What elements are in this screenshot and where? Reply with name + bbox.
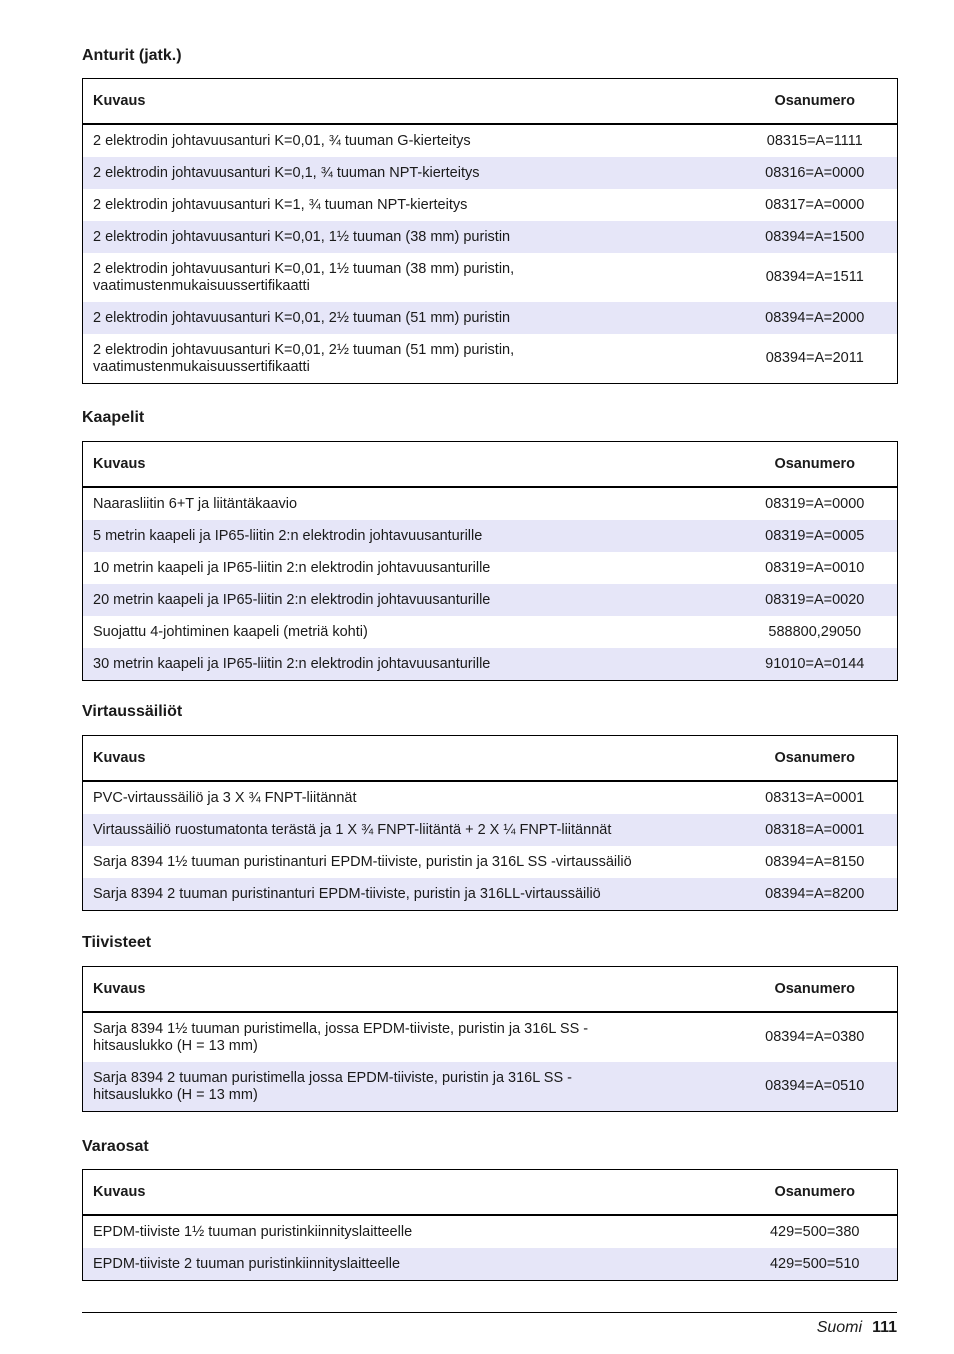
row-part-number: 08394=A=8200 — [733, 878, 898, 911]
row-description-line-1: 2 elektrodin johtavuusanturi K=0,01, 2½ tuuman (51 mm) puristin, — [93, 341, 515, 358]
table-row — [83, 1012, 898, 1062]
row-part-number: 08317=A=0000 — [733, 189, 898, 221]
table-row — [83, 334, 898, 384]
row-part-number: 08394=A=2011 — [733, 334, 898, 384]
table-row — [83, 781, 898, 814]
section-cables — [82, 407, 898, 681]
row-description: Naarasliitin 6+T ja liitäntäkaavio — [83, 487, 733, 520]
table-row — [83, 157, 898, 189]
table-row — [83, 1248, 898, 1281]
section-title: Kaapelit — [82, 409, 145, 426]
row-description: PVC-virtaussäiliö ja 3 X ¾ FNPT-liitännät — [83, 781, 733, 814]
row-description: EPDM-tiiviste 1½ tuuman puristinkiinnityslaitteelle — [83, 1215, 733, 1248]
row-part-number: 08394=A=2000 — [733, 302, 898, 334]
parts-table — [82, 966, 898, 1112]
table-header-row — [83, 736, 898, 782]
row-part-number: 429=500=380 — [733, 1215, 898, 1248]
row-part-number: 588800,29050 — [733, 616, 898, 648]
table-row — [83, 552, 898, 584]
parts-table — [82, 735, 898, 911]
table-row — [83, 1215, 898, 1248]
row-description — [83, 253, 733, 302]
row-description: 2 elektrodin johtavuusanturi K=0,01, 1½ tuuman (38 mm) puristin — [83, 221, 733, 253]
header-description: Kuvaus — [83, 442, 733, 488]
table-row — [83, 616, 898, 648]
row-description-line-2: hitsauslukko (H = 13 mm) — [93, 1037, 258, 1054]
section-sensors — [82, 45, 898, 384]
table-row — [83, 221, 898, 253]
parts-table — [82, 78, 898, 384]
table-row — [83, 878, 898, 911]
table-row — [83, 846, 898, 878]
row-description: 5 metrin kaapeli ja IP65-liitin 2:n elektrodin johtavuusanturille — [83, 520, 733, 552]
parts-table — [82, 441, 898, 681]
row-part-number: 08394=A=1500 — [733, 221, 898, 253]
section-seals — [82, 932, 898, 1112]
header-part-number: Osanumero — [733, 1170, 898, 1216]
page-number: 111 — [872, 1319, 897, 1336]
table-header-row — [83, 79, 898, 125]
row-description — [83, 1062, 733, 1112]
table-row — [83, 1062, 898, 1112]
row-part-number: 08394=A=0380 — [733, 1012, 898, 1062]
row-part-number: 08394=A=1511 — [733, 253, 898, 302]
row-description: 30 metrin kaapeli ja IP65-liitin 2:n elektrodin johtavuusanturille — [83, 648, 733, 681]
section-title: Varaosat — [82, 1138, 149, 1155]
section-spare-parts — [82, 1136, 898, 1281]
row-description: 2 elektrodin johtavuusanturi K=0,01, 2½ tuuman (51 mm) puristin — [83, 302, 733, 334]
row-description: Sarja 8394 2 tuuman puristinanturi EPDM-tiiviste, puristin ja 316LL-virtaussäiliö — [83, 878, 733, 911]
row-description-line-2: vaatimustenmukaisuussertifikaatti — [93, 358, 310, 375]
table-row — [83, 124, 898, 157]
row-part-number: 08316=A=0000 — [733, 157, 898, 189]
table-row — [83, 302, 898, 334]
header-part-number: Osanumero — [733, 442, 898, 488]
row-part-number: 08319=A=0010 — [733, 552, 898, 584]
row-description — [83, 1012, 733, 1062]
table-row — [83, 584, 898, 616]
row-description-line-1: Sarja 8394 2 tuuman puristimella jossa EPDM-tiiviste, puristin ja 316L SS - — [93, 1069, 572, 1086]
row-description: 2 elektrodin johtavuusanturi K=0,1, ¾ tuuman NPT-kierteitys — [83, 157, 733, 189]
table-row — [83, 253, 898, 302]
section-title: Tiivisteet — [82, 934, 152, 951]
row-description: 2 elektrodin johtavuusanturi K=1, ¾ tuuman NPT-kierteitys — [83, 189, 733, 221]
header-part-number: Osanumero — [733, 967, 898, 1013]
header-description: Kuvaus — [83, 79, 733, 125]
table-row — [83, 189, 898, 221]
row-description: 10 metrin kaapeli ja IP65-liitin 2:n elektrodin johtavuusanturille — [83, 552, 733, 584]
row-description-line-2: hitsauslukko (H = 13 mm) — [93, 1086, 258, 1103]
row-description-line-1: 2 elektrodin johtavuusanturi K=0,01, 1½ tuuman (38 mm) puristin, — [93, 260, 515, 277]
row-description: EPDM-tiiviste 2 tuuman puristinkiinnityslaitteelle — [83, 1248, 733, 1281]
row-description: Virtaussäiliö ruostumatonta terästä ja 1 X ¾ FNPT-liitäntä + 2 X ¼ FNPT-liitännät — [83, 814, 733, 846]
row-part-number: 08319=A=0005 — [733, 520, 898, 552]
row-description-line-1: Sarja 8394 1½ tuuman puristimella, jossa EPDM-tiiviste, puristin ja 316L SS - — [93, 1020, 589, 1037]
row-description — [83, 334, 733, 384]
table-header-row — [83, 1170, 898, 1216]
table-header-row — [83, 442, 898, 488]
table-header-row — [83, 967, 898, 1013]
header-part-number: Osanumero — [733, 736, 898, 782]
table-row — [83, 487, 898, 520]
header-description: Kuvaus — [83, 1170, 733, 1216]
header-description: Kuvaus — [83, 736, 733, 782]
row-part-number: 08319=A=0020 — [733, 584, 898, 616]
footer-language: Suomi — [816, 1319, 863, 1336]
row-description: 2 elektrodin johtavuusanturi K=0,01, ¾ tuuman G-kierteitys — [83, 124, 733, 157]
header-description: Kuvaus — [83, 967, 733, 1013]
section-flow-cells — [82, 701, 898, 911]
row-part-number: 08319=A=0000 — [733, 487, 898, 520]
header-part-number: Osanumero — [733, 79, 898, 125]
parts-table — [82, 1169, 898, 1281]
row-part-number: 08394=A=0510 — [733, 1062, 898, 1112]
row-description: Sarja 8394 1½ tuuman puristinanturi EPDM-tiiviste, puristin ja 316L SS -virtaussäiliö — [83, 846, 733, 878]
row-description: Suojattu 4-johtiminen kaapeli (metriä kohti) — [83, 616, 733, 648]
section-title: Virtaussäiliöt — [82, 703, 183, 720]
row-part-number: 08394=A=8150 — [733, 846, 898, 878]
row-description: 20 metrin kaapeli ja IP65-liitin 2:n elektrodin johtavuusanturille — [83, 584, 733, 616]
page-footer — [82, 1312, 897, 1337]
row-part-number: 08315=A=1111 — [733, 124, 898, 157]
section-title: Anturit (jatk.) — [82, 47, 182, 64]
row-part-number: 429=500=510 — [733, 1248, 898, 1281]
row-part-number: 08313=A=0001 — [733, 781, 898, 814]
row-description-line-2: vaatimustenmukaisuussertifikaatti — [93, 277, 310, 294]
table-row — [83, 814, 898, 846]
row-part-number: 91010=A=0144 — [733, 648, 898, 681]
table-row — [83, 520, 898, 552]
row-part-number: 08318=A=0001 — [733, 814, 898, 846]
table-row — [83, 648, 898, 681]
